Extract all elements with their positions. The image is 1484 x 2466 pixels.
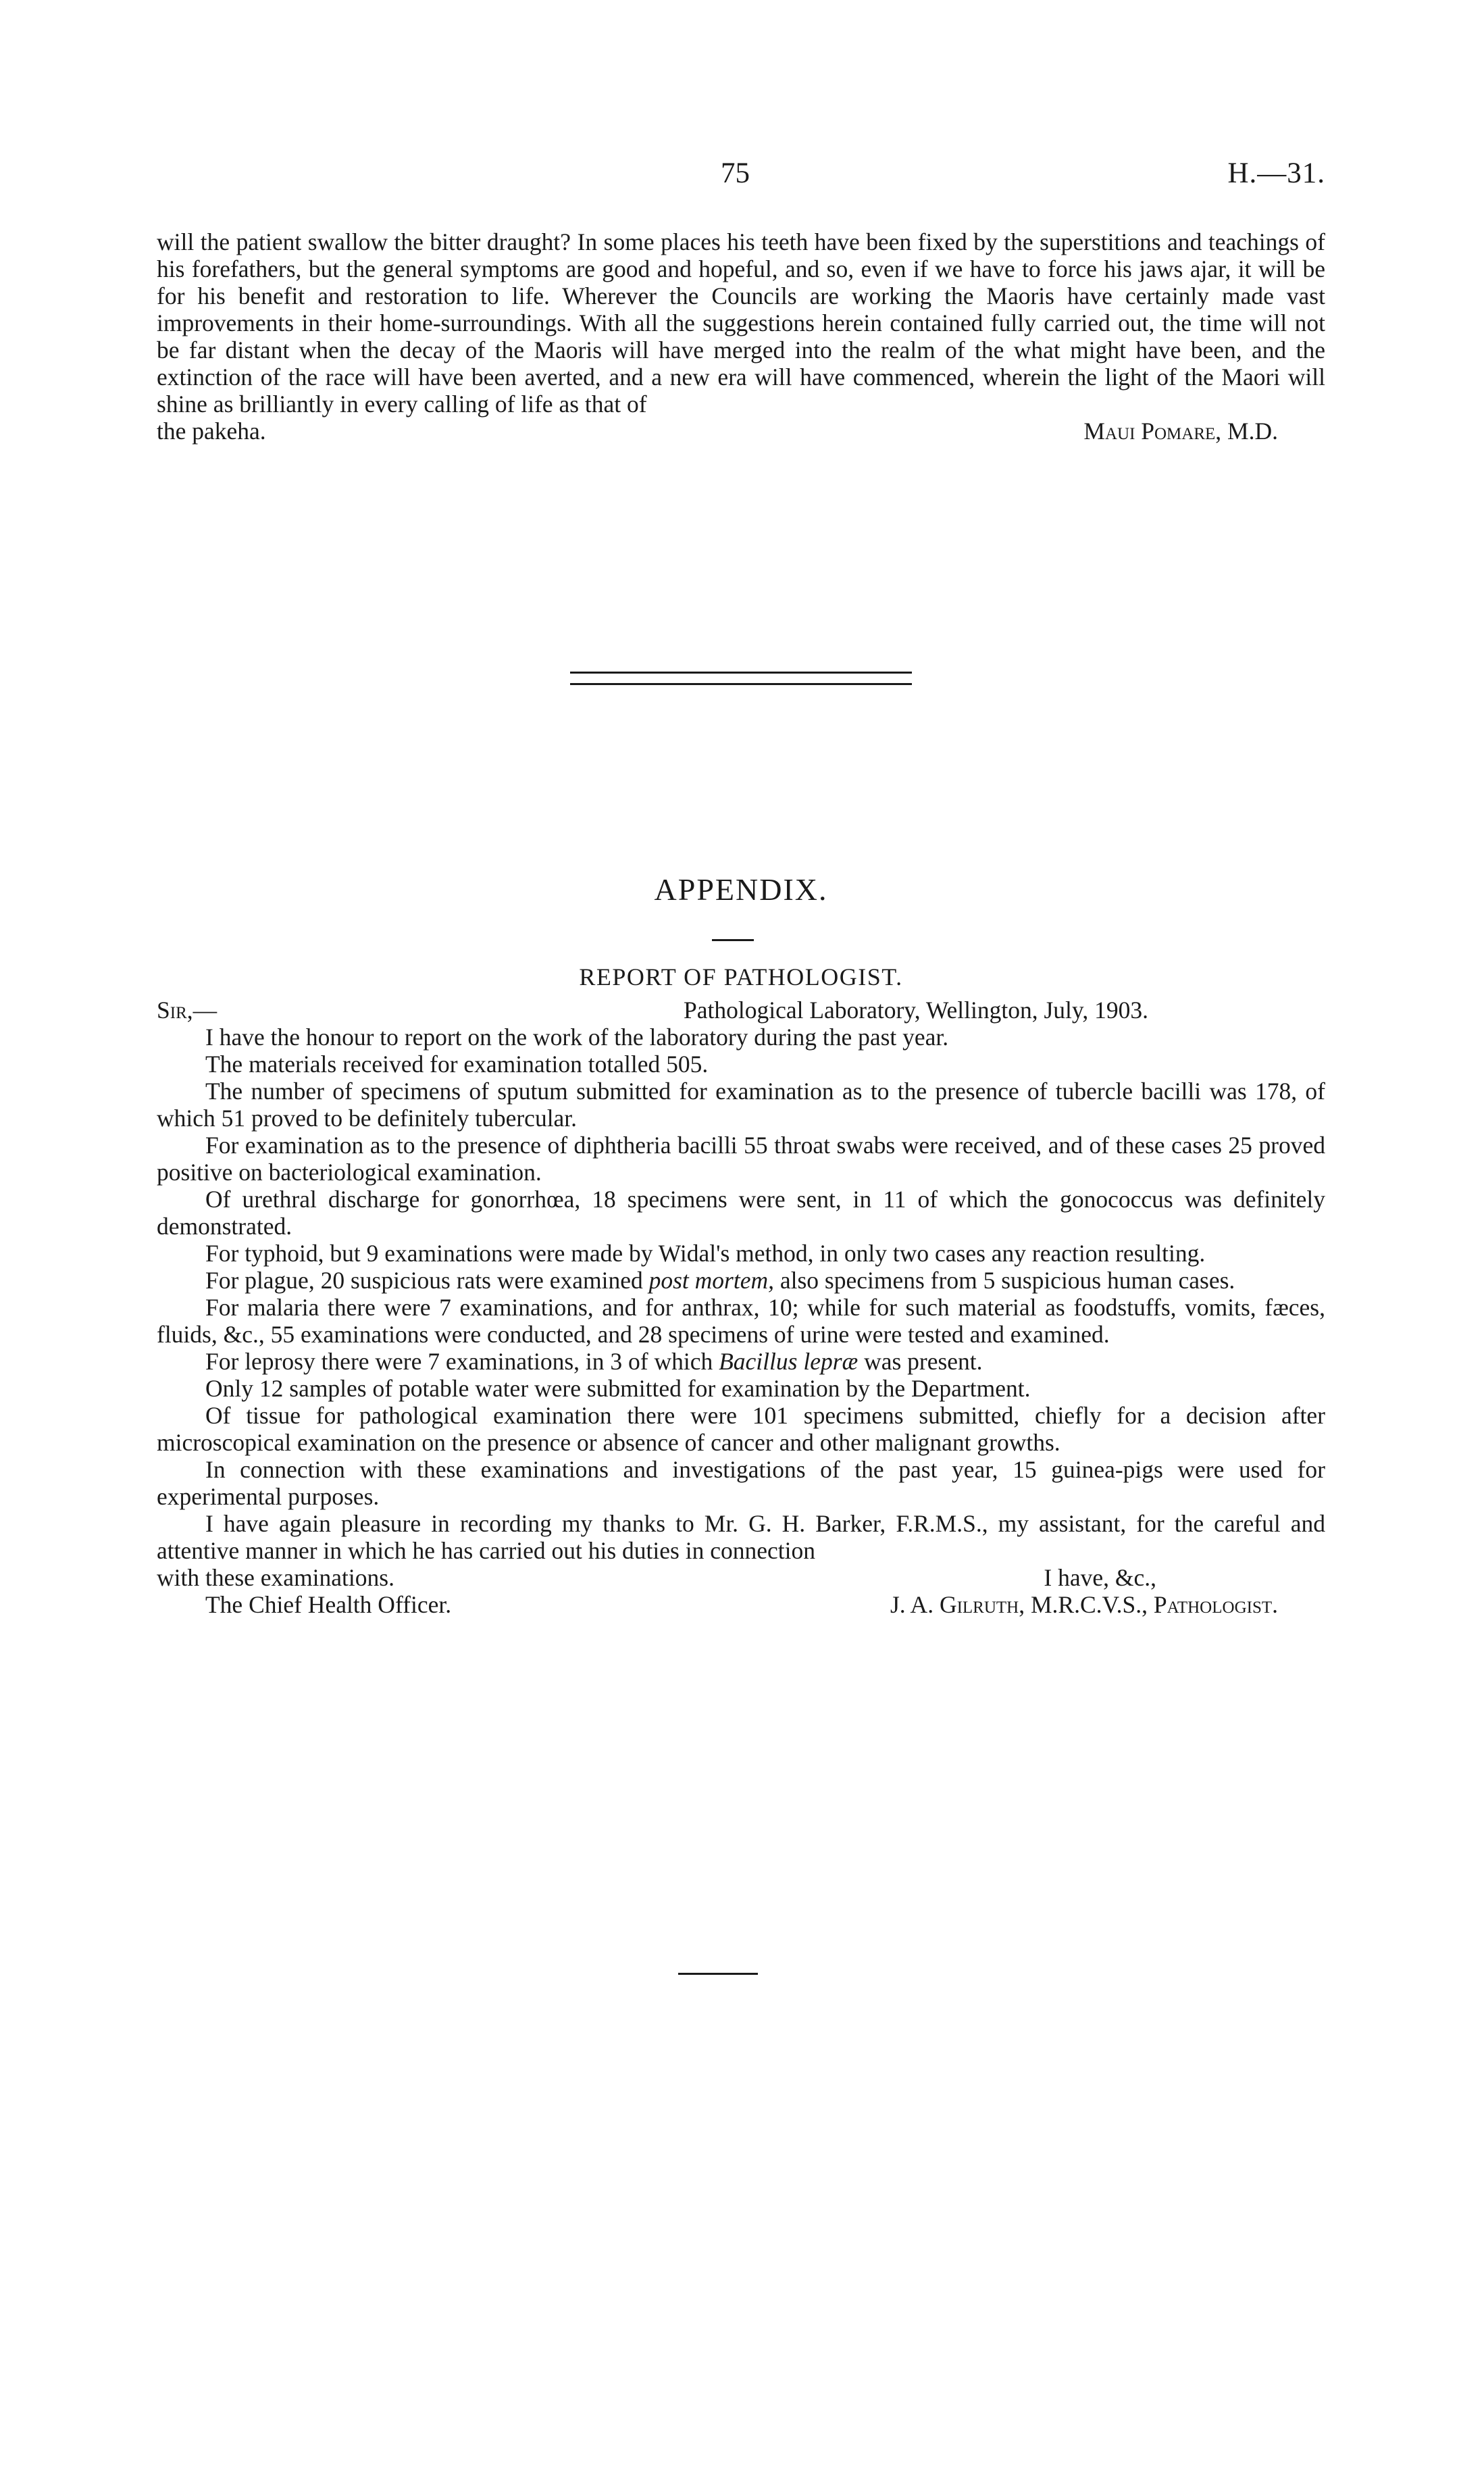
dateline: Pathological Laboratory, Wellington, July, 1903. bbox=[684, 997, 1148, 1024]
report-title: REPORT OF PATHOLOGIST. bbox=[579, 963, 903, 990]
report-paragraph: Only 12 samples of potable water were submitted for examination by the Department. bbox=[205, 1375, 1031, 1402]
thanks-paragraph: I have again pleasure in recording my thanks to Mr. G. H. Barker, F.R.M.S., my assistant, for the careful and attentive manner in which he has carried out his duties in connection bbox=[157, 1510, 1325, 1564]
page-number: 75 bbox=[721, 157, 750, 189]
thanks-last-line: with these examinations. bbox=[157, 1564, 394, 1591]
addressee-line bbox=[157, 1591, 1325, 1618]
intro-last-line: the pakeha. bbox=[157, 418, 266, 445]
report-paragraph: For malaria there were 7 examinations, and for anthrax, 10; while for such material as foodstuffs, vomits, fæces, fluids, &c., 55 examinations were conducted, and 28 specimens of urine were tested and examined. bbox=[157, 1294, 1325, 1348]
leprosy-text-end: was present. bbox=[858, 1348, 983, 1375]
intro-closing-line bbox=[157, 418, 1325, 445]
report-paragraph: For typhoid, but 9 examinations were made by Widal's method, in only two cases any reaction resulting. bbox=[205, 1240, 1206, 1267]
document-code: H.—31. bbox=[1227, 157, 1325, 189]
closing-line bbox=[157, 1564, 1325, 1591]
leprosy-text: For leprosy there were 7 examinations, in 3 of which bbox=[205, 1348, 719, 1375]
plague-text: For plague, 20 suspicious rats were examined bbox=[205, 1267, 649, 1294]
title-rule bbox=[712, 939, 754, 941]
continued-paragraph: will the patient swallow the bitter draught? In some places his teeth have been fixed by the superstitions and teachings of his forefathers, but the general symptoms are good and hopeful, and so, even if we have to force his jaws ajar, it will be for his benefit and restoration to life. Wherever the Councils are working the Maoris have certainly made vast improvements in their home-surroundings. With all the suggestions herein contained fully carried out, the time will not be far distant when the decay of the Maoris will have merged into the realm of the what might have been, and the extinction of the race will have been averted, and a new era will have commenced, wherein the light of the Maori will shine as brilliantly in every calling of life as that of bbox=[157, 228, 1325, 418]
pathologist-report bbox=[157, 997, 1325, 1618]
report-paragraph: I have the honour to report on the work of the laboratory during the past year. bbox=[205, 1024, 949, 1051]
document-page bbox=[157, 0, 1325, 2466]
leprosy-paragraph bbox=[157, 1348, 1325, 1375]
leprosy-italic: Bacillus lepræ bbox=[719, 1348, 859, 1375]
page-header bbox=[157, 157, 1325, 197]
salutation: Sir,— bbox=[157, 997, 218, 1024]
addressee: The Chief Health Officer. bbox=[205, 1591, 452, 1618]
report-paragraph: The number of specimens of sputum submitted for examination as to the presence of tubercle bacilli was 178, of which 51 proved to be definitely tubercular. bbox=[157, 1078, 1325, 1132]
plague-italic: post mortem, bbox=[648, 1267, 774, 1294]
continued-text bbox=[157, 228, 1325, 445]
pathologist-signature: J. A. Gilruth, M.R.C.V.S., Pathologist. bbox=[890, 1591, 1278, 1618]
end-rule bbox=[678, 1973, 758, 1975]
report-paragraph: Of urethral discharge for gonorrhœa, 18 specimens were sent, in 11 of which the gonococcus was definitely demonstrated. bbox=[157, 1186, 1325, 1240]
report-paragraph: Of tissue for pathological examination there were 101 specimens submitted, chiefly for a decision after microscopical examination on the presence or absence of cancer and other malignant growths. bbox=[157, 1402, 1325, 1456]
salutation-line bbox=[157, 997, 1325, 1024]
report-paragraph: For examination as to the presence of diphtheria bacilli 55 throat swabs were received, and of these cases 25 proved positive on bacteriological examination. bbox=[157, 1132, 1325, 1186]
section-divider bbox=[570, 672, 912, 685]
appendix-title: APPENDIX. bbox=[654, 872, 828, 907]
report-paragraph: The materials received for examination totalled 505. bbox=[205, 1051, 709, 1078]
author-signature: Maui Pomare, M.D. bbox=[1083, 418, 1278, 445]
plague-text-end: also specimens from 5 suspicious human cases. bbox=[774, 1267, 1235, 1294]
report-paragraph: In connection with these examinations and investigations of the past year, 15 guinea-pigs were used for experimental purposes. bbox=[157, 1456, 1325, 1510]
closing-phrase: I have, &c., bbox=[1044, 1564, 1156, 1591]
plague-paragraph bbox=[157, 1267, 1325, 1294]
